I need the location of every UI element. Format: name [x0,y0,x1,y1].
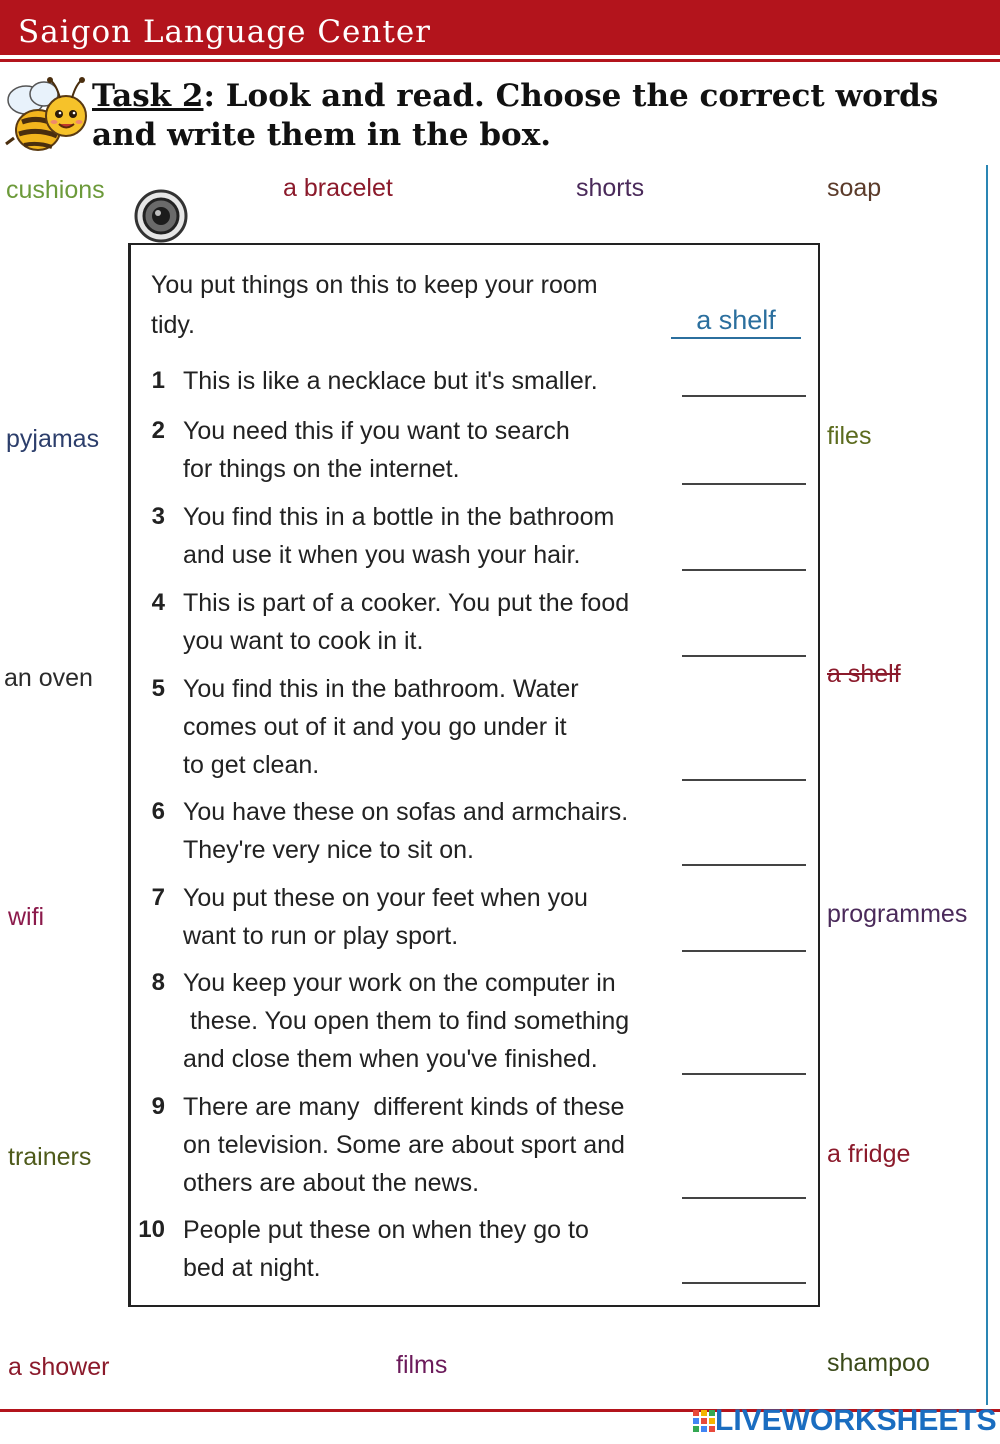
worksheet-border [986,165,988,1405]
answer-blank[interactable] [682,569,806,571]
question-text-line: and use it when you wash your hair. [183,541,581,569]
task-instruction-line2: and write them in the box. [92,117,552,153]
task-instruction-line1 [92,78,938,114]
question-text-line: You need this if you want to search [183,417,570,445]
questions-box [128,243,820,1307]
word-item: files [827,422,872,450]
question-text-line: want to run or play sport. [183,922,459,950]
header-bar [0,0,1000,55]
question-text-line: bed at night. [183,1254,321,1282]
question-text-line: You put these on your feet when you [183,884,588,912]
question-number: 2 [151,417,165,444]
answer-blank[interactable] [682,950,806,952]
answer-blank[interactable] [682,395,806,397]
question-text-line: There are many different kinds of these [183,1093,625,1121]
word-item: a shelf [827,660,901,688]
question-text-line: comes out of it and you go under it [183,713,567,741]
question-text-line: to get clean. [183,751,320,779]
word-item: an oven [4,664,93,692]
webcam-icon [133,186,189,246]
answer-blank[interactable] [682,483,806,485]
question-text-line: This is part of a cooker. You put the food [183,589,630,617]
question-text-line: and close them when you've finished. [183,1045,598,1073]
word-item: soap [827,174,882,202]
question-text-line: This is like a necklace but it's smaller. [183,367,598,395]
word-item: shampoo [827,1349,930,1377]
answer-blank[interactable] [682,1282,806,1284]
question-text-line: People put these on when they go to [183,1216,589,1244]
liveworksheets-logo[interactable] [693,1404,997,1438]
school-title: Saigon Language Center [18,14,431,50]
answer-blank[interactable] [682,1197,806,1199]
question-number: 6 [151,798,165,825]
task-label: Task 2 [92,78,204,114]
question-text-line: these. You open them to find something [183,1007,630,1035]
question-text-line: They're very nice to sit on. [183,836,475,864]
bee-icon [0,72,92,158]
question-number: 9 [151,1093,165,1120]
liveworksheets-logo-icon [693,1410,715,1432]
question-number: 4 [151,589,165,616]
answer-blank[interactable] [682,1073,806,1075]
question-text-line: others are about the news. [183,1169,480,1197]
header-rule [0,59,1000,62]
word-item: a fridge [827,1140,911,1168]
word-item: programmes [827,900,968,928]
word-item: films [396,1351,448,1379]
logo-text: LIVEWORKSHEETS [715,1404,997,1437]
question-text-line: you want to cook in it. [183,627,424,655]
question-number: 8 [151,969,165,996]
question-text-line: for things on the internet. [183,455,460,483]
answer-blank[interactable] [682,655,806,657]
task-instruction-text: : Look and read. Choose the correct words [203,78,939,114]
word-item: cushions [6,176,105,204]
answer-blank[interactable] [682,864,806,866]
question-number: 10 [138,1216,165,1243]
word-item: pyjamas [6,425,100,453]
question-text-line: on television. Some are about sport and [183,1131,625,1159]
word-item: trainers [8,1143,92,1171]
question-text-line: You find this in the bathroom. Water [183,675,579,703]
example-answer: a shelf [671,303,801,339]
answer-blank[interactable] [682,779,806,781]
question-text-line: You keep your work on the computer in [183,969,616,997]
question-text-line: You have these on sofas and armchairs. [183,798,629,826]
word-item: a bracelet [283,174,393,202]
word-item: wifi [8,903,45,931]
question-number: 5 [151,675,165,702]
question-text-line: You find this in a bottle in the bathroom [183,503,615,531]
example-line2: tidy. [151,311,195,339]
question-number: 7 [151,884,165,911]
question-number: 3 [151,503,165,530]
question-number: 1 [151,367,165,394]
word-item: a shower [8,1353,110,1381]
example-line1: You put things on this to keep your room [151,271,598,299]
word-item: shorts [576,174,645,202]
